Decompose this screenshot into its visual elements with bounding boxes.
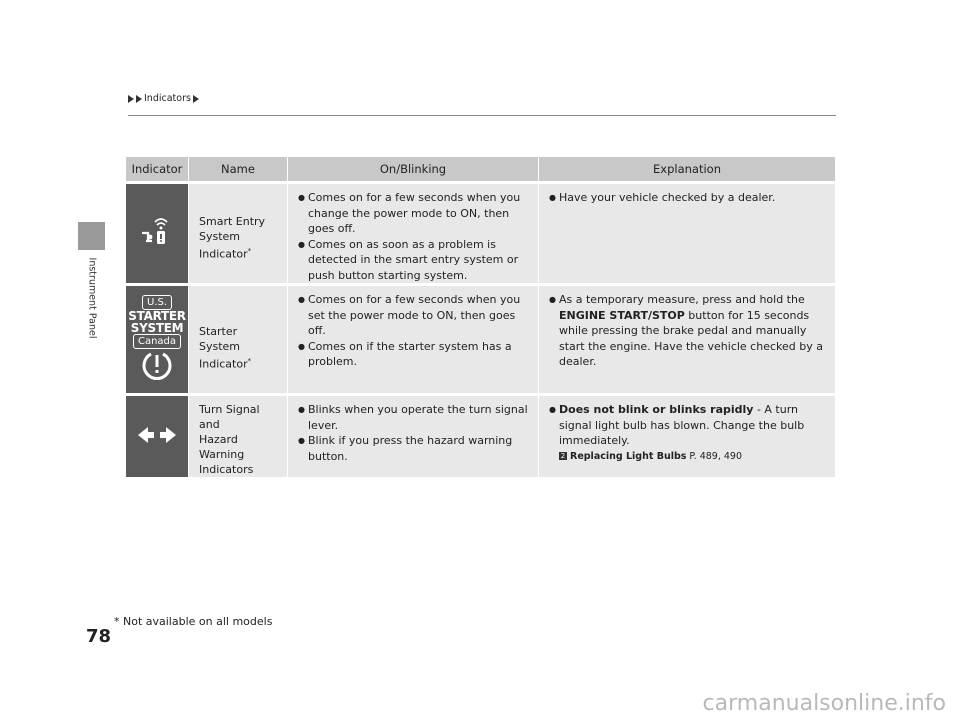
indicator-name: Smart Entry System Indicator* — [188, 184, 287, 286]
on-blinking-cell — [287, 184, 538, 286]
column-header: Name — [188, 157, 287, 184]
indicator-icon-cell — [126, 286, 188, 396]
explanation-cell — [538, 396, 835, 480]
section-side-label: Instrument Panel — [86, 257, 97, 339]
column-header: Indicator — [126, 157, 188, 184]
breadcrumb-label: Indicators — [144, 93, 191, 104]
explanation-cell — [538, 184, 835, 286]
list-item: ● Comes on for a few seconds when you set the power mode to ON, then goes off. — [298, 292, 532, 339]
breadcrumb-arrow-icon — [136, 95, 142, 103]
header-divider — [128, 115, 836, 116]
on-blinking-cell — [287, 286, 538, 396]
breadcrumb[interactable] — [128, 93, 199, 104]
list-item: ● Blink if you press the hazard warning button. — [298, 433, 532, 464]
system-label: SYSTEM — [130, 321, 184, 335]
list-item: ● As a temporary measure, press and hold the ENGINE START/STOP button for 15 seconds while pressing the brake pedal and manually start the engine. Have the vehicle checked by a dealer. — [549, 292, 829, 370]
region-badge-us: U.S. — [142, 295, 172, 310]
smart-entry-key-icon — [140, 217, 174, 247]
indicator-table — [126, 157, 835, 480]
cross-reference-link[interactable] — [549, 451, 829, 462]
starter-system-icon — [126, 295, 188, 384]
list-item: ● Comes on if the starter system has a problem. — [298, 339, 532, 370]
table-row — [126, 184, 835, 286]
region-badge-canada: Canada — [133, 334, 181, 349]
table-header-row — [126, 157, 835, 184]
indicator-icon-cell — [126, 396, 188, 480]
list-item: ● Have your vehicle checked by a dealer. — [549, 190, 829, 206]
list-item: ● Comes on for a few seconds when you change the power mode to ON, then goes off. — [298, 190, 532, 237]
footnote: * Not available on all models — [114, 615, 273, 628]
breadcrumb-arrow-icon — [193, 95, 199, 103]
list-item: ● Blinks when you operate the turn signal lever. — [298, 402, 532, 433]
on-blinking-cell — [287, 396, 538, 480]
indicator-name: Turn Signal and Hazard Warning Indicators — [188, 396, 287, 480]
explanation-cell — [538, 286, 835, 396]
reference-pages: P. 489, 490 — [689, 450, 743, 462]
page-number: 78 — [86, 626, 112, 647]
list-item: ● Does not blink or blinks rapidly - A turn signal light bulb has blown. Change the bulb immediately. — [549, 402, 829, 449]
breadcrumb-arrow-icon — [128, 95, 134, 103]
push-start-warning-icon — [141, 349, 173, 381]
starter-label: STARTER — [128, 309, 186, 323]
column-header: On/Blinking — [287, 157, 538, 184]
indicator-name: Starter System Indicator* — [188, 286, 287, 396]
list-item: ● Comes on as soon as a problem is detected in the smart entry system or push button starting system. — [298, 237, 532, 284]
reference-icon: 2 — [560, 452, 566, 460]
reference-title: Replacing Light Bulbs — [570, 450, 687, 462]
table-row — [126, 286, 835, 396]
watermark: carmanualsonline.info — [702, 691, 946, 716]
section-tab-marker — [78, 222, 105, 250]
turn-signal-arrows-icon — [137, 424, 177, 446]
column-header: Explanation — [538, 157, 835, 184]
indicator-icon-cell — [126, 184, 188, 286]
table-row — [126, 396, 835, 480]
